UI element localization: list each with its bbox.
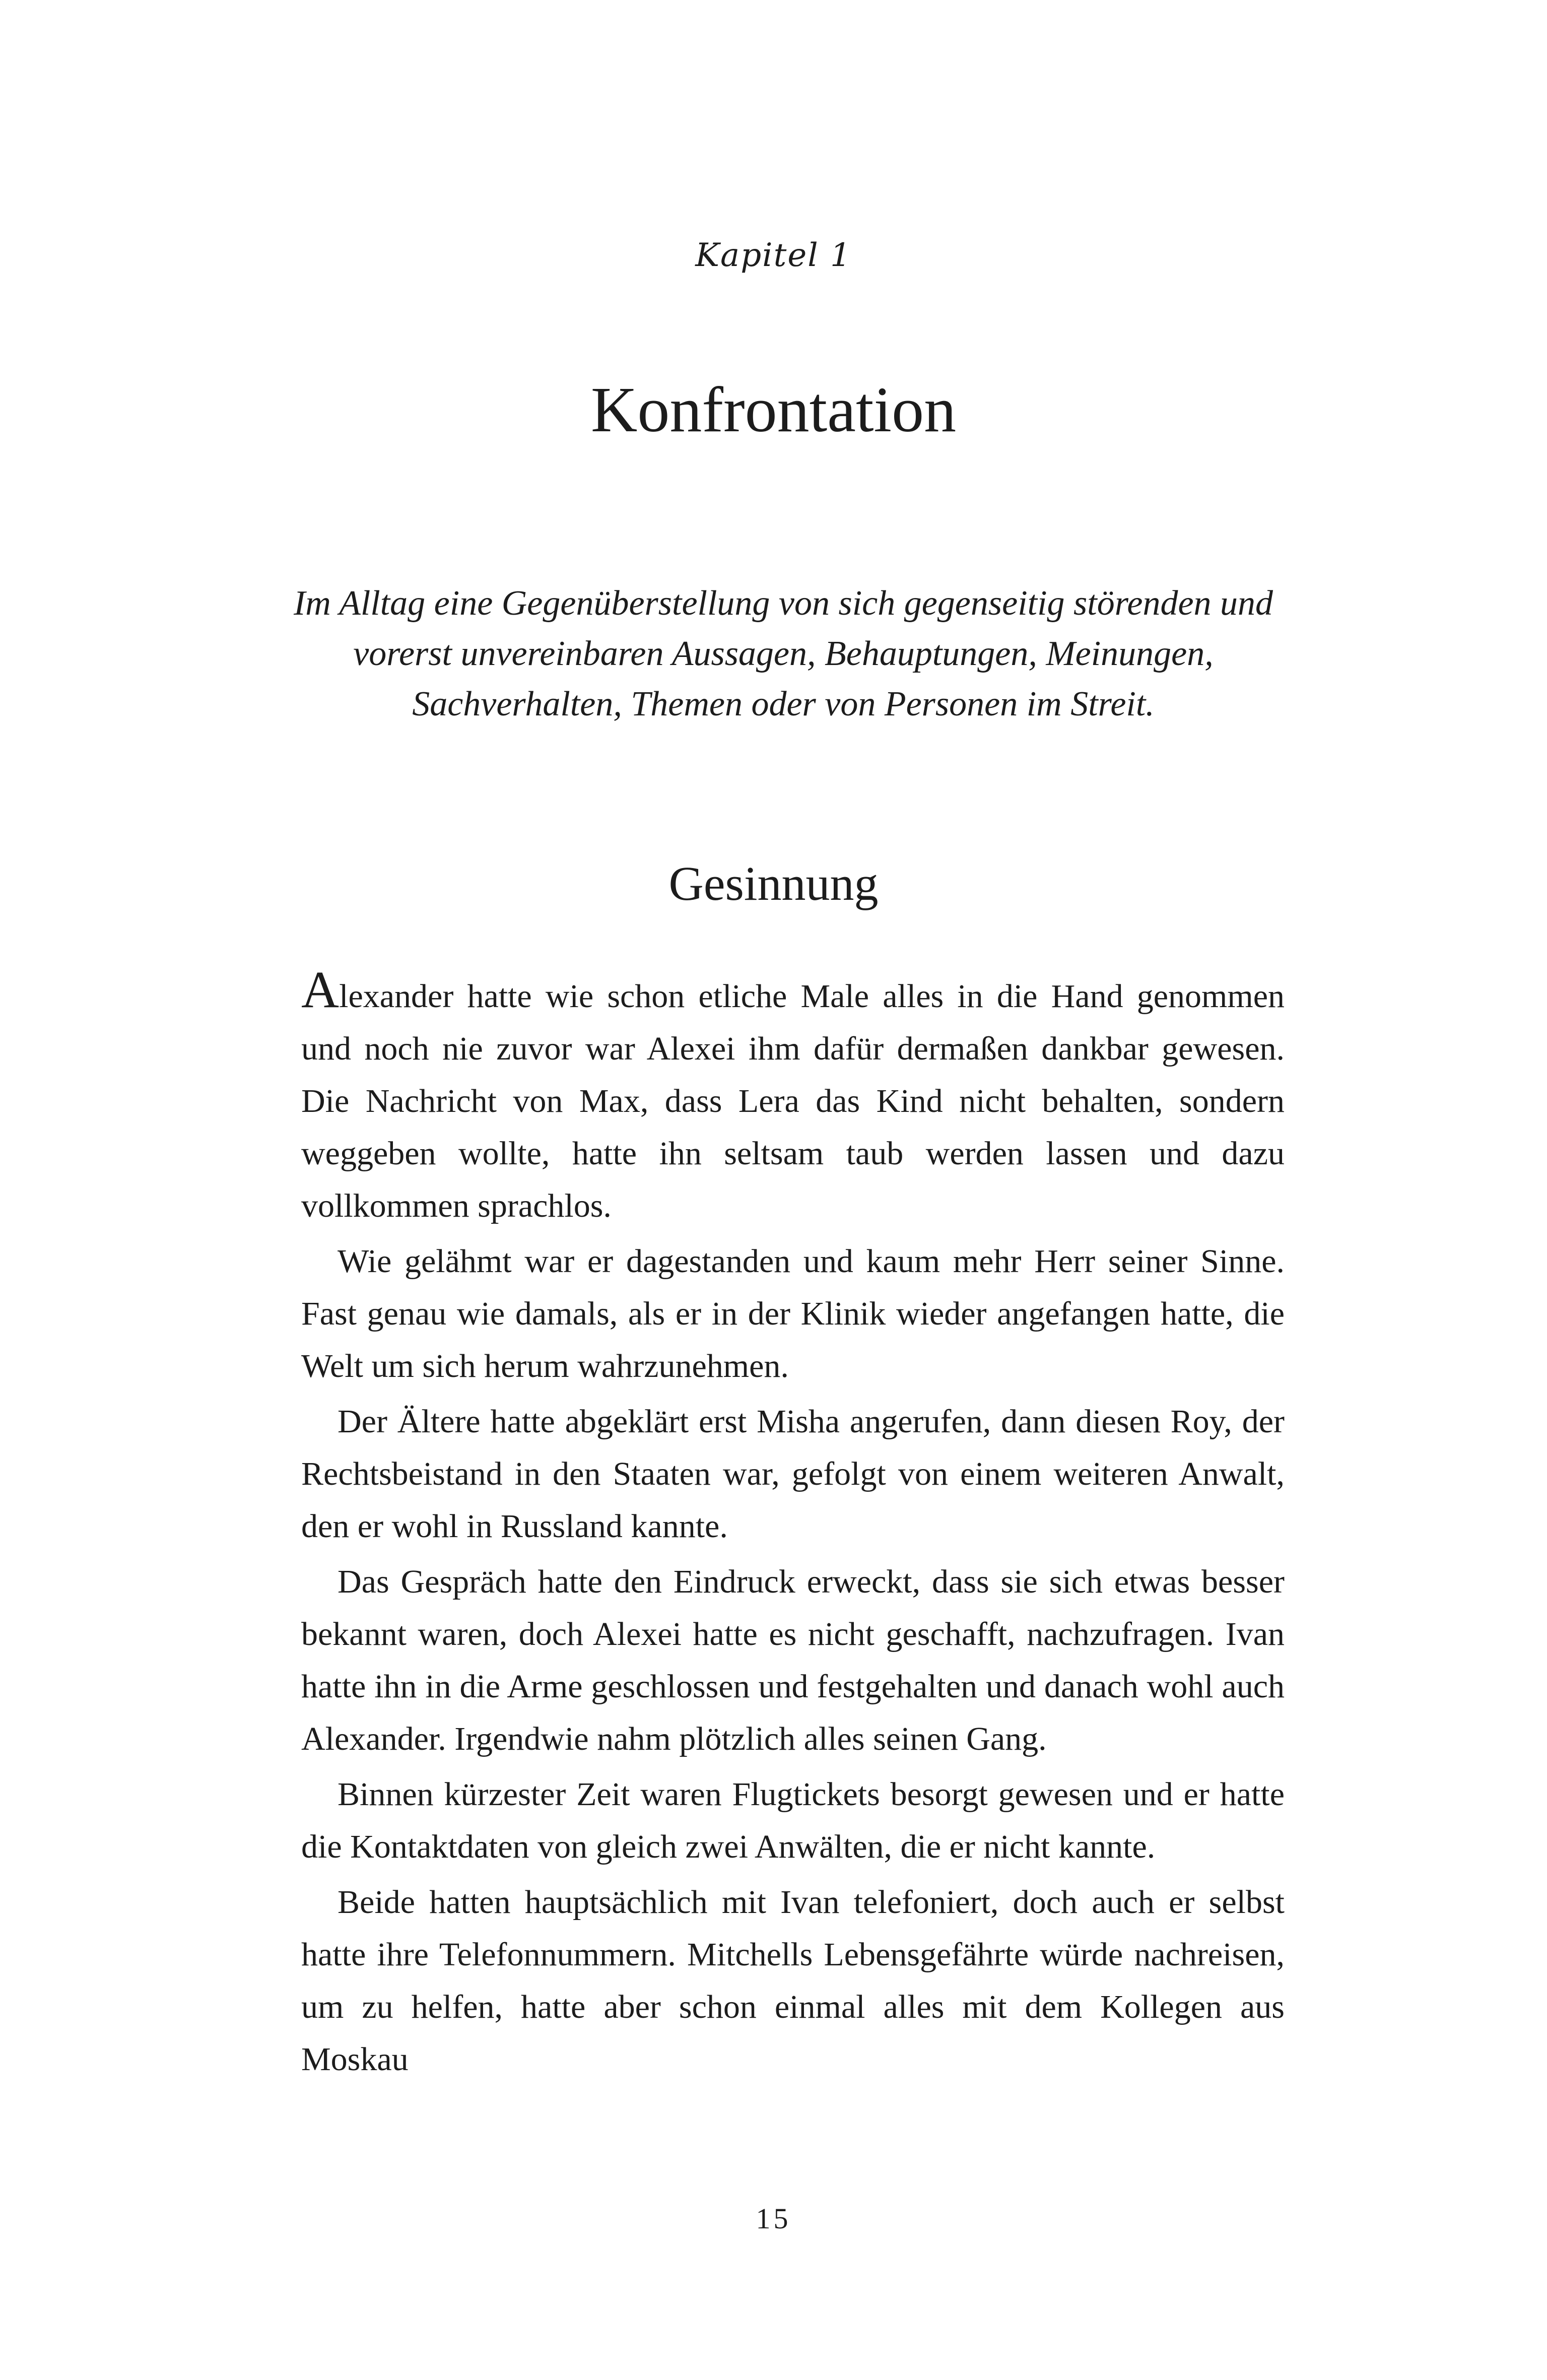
paragraph-text: lexander hatte wie schon etliche Male alles in die Hand genommen und noch nie zuvor war Alexei ihm dafür dermaßen dankbar gewesen. Die Nachricht von Max, dass Lera das Kind nicht behalten, sondern weggeben wollte, hatte ihn seltsam taub werden lassen und dazu vollkommen sprachlos. [301, 978, 1285, 1224]
body-text [301, 961, 1285, 2089]
page-number: 15 [756, 2202, 791, 2235]
paragraph: Binnen kürzester Zeit waren Flugtickets besorgt gewesen und er hatte die Kontaktdaten von gleich zwei Anwälten, die er nicht kannte. [301, 1776, 1285, 1865]
chapter-epigraph: Im Alltag eine Gegenüberstellung von sich gegenseitig störenden und vorerst unvereinbaren Aussagen, Behauptungen, Meinungen, Sachverhalten, Themen oder von Personen im Streit. [293, 584, 1273, 723]
paragraph: Der Ältere hatte abgeklärt erst Misha angerufen, dann diesen Roy, der Rechtsbeistand in den Staaten war, gefolgt von einem weiteren Anwalt, den er wohl in Russland kannte. [301, 1403, 1285, 1545]
drop-cap: A [301, 961, 340, 1019]
paragraph: Wie gelähmt war er dagestanden und kaum mehr Herr seiner Sinne. Fast genau wie damals, als er in der Klinik wieder angefangen hatte, die Welt um sich herum wahrzunehmen. [301, 1243, 1285, 1384]
section-title: Gesinnung [668, 856, 879, 910]
paragraph: Das Gespräch hatte den Eindruck erweckt, dass sie sich etwas besser bekannt waren, doch Alexei hatte es nicht geschafft, nachzufragen. Ivan hatte ihn in die Arme geschlossen und festgehalten und danach wohl auch Alexander. Irgendwie nahm plötzlich alles seinen Gang. [301, 1563, 1285, 1757]
chapter-title: Konfrontation [590, 374, 957, 445]
paragraph: Beide hatten hauptsächlich mit Ivan telefoniert, doch auch er selbst hatte ihre Telefonnummern. Mitchells Lebensgefährte würde nachreisen, um zu helfen, hatte aber schon einmal alles mit dem Kollegen aus Moskau [301, 1884, 1285, 2078]
chapter-label: Kapitel 1 [695, 237, 852, 274]
paragraph [301, 961, 1285, 1232]
